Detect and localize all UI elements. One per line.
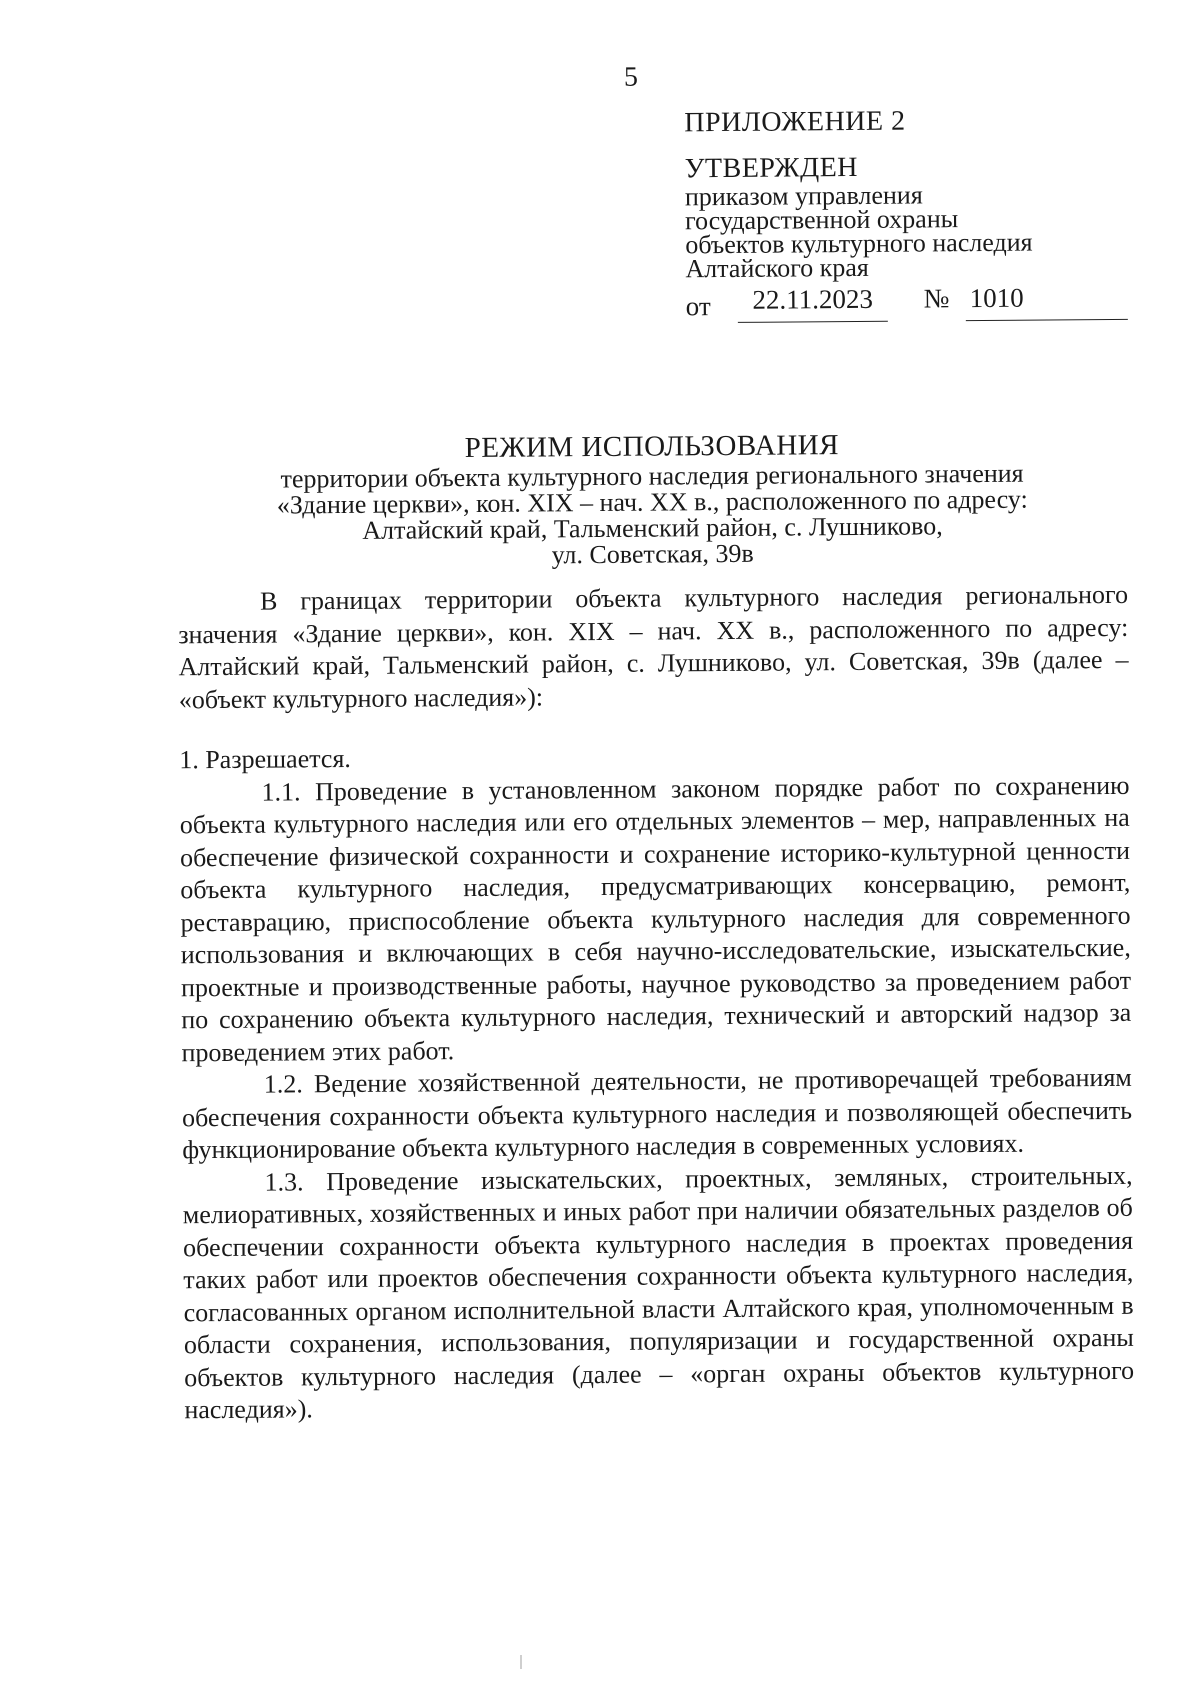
approval-line: государственной охраны	[684, 204, 959, 236]
scan-artifact-mark	[520, 1655, 522, 1669]
intro-paragraph: В границах территории объекта культурного наследия регионального значения «Здание церкви», кон. XIX – нач. XX в., расположенного по адресу: Алтайский край, Тальменский район, с. Лушниково, ул. Советская, 39в (далее – «объект культурного наследия»):	[178, 579, 1129, 714]
document-title: РЕЖИМ ИСПОЛЬЗОВАНИЯ	[464, 429, 840, 465]
document-subtitle-line: территории объекта культурного наследия регионального значения	[280, 458, 1024, 494]
document-subtitle-line: Алтайский край, Тальменский район, с. Лушниково,	[362, 511, 943, 545]
order-number: 1010	[966, 282, 1128, 321]
document-subtitle-line: «Здание церкви», кон. XIX – нач. XX в., расположенного по адресу:	[276, 484, 1028, 520]
order-date: 22.11.2023	[738, 284, 888, 323]
order-number-sign: №	[923, 283, 950, 314]
page-number: 5	[623, 61, 639, 93]
approval-title: УТВЕРЖДЕН	[684, 151, 859, 185]
document-subtitle-line: ул. Советская, 39в	[551, 538, 754, 570]
document-body	[178, 579, 1135, 1427]
clause-paragraph: 1.1. Проведение в установленном законом порядке работ по сохранению объекта культурного наследия или его отдельных элементов – мер, направленных на обеспечение физической сохранности и сохранение историко-культурной ценности объекта культурного наследия, предусматривающих консервацию, ремонт, реставрацию, приспособление объекта культурного наследия для современного использования и включающих в себя научно-исследовательские, изыскательские, проектные и производственные работы, научное руководство за проведением работ по сохранению объекта культурного наследия, технический и авторский надзор за проведением этих работ.	[179, 770, 1132, 1067]
order-reference	[686, 282, 1136, 326]
order-from-label: от	[685, 291, 711, 322]
appendix-label: ПРИЛОЖЕНИЕ 2	[684, 105, 906, 139]
clause-paragraph: 1.3. Проведение изыскательских, проектных, земляных, строительных, мелиоративных, хозяйственных и иных работ при наличии обязательных разделов об обеспечении сохранности объекта культурного наследия в проектах проведения таких работ или проектов обеспечения сохранности объекта культурного наследия, согласованных органом исполнительной власти Алтайского края, уполномоченным в области сохранения, использования, популяризации и государственной охраны объектов культурного наследия (далее – «орган охраны объектов культурного наследия»).	[182, 1160, 1135, 1425]
section-heading: 1. Разрешается.	[179, 743, 351, 775]
approval-line: Алтайского края	[685, 252, 869, 284]
document-title-block	[172, 426, 1133, 572]
approval-block	[684, 151, 1126, 284]
approval-line: объектов культурного наследия	[685, 227, 1033, 260]
approval-line: приказом управления	[684, 180, 923, 212]
clause-paragraph: 1.2. Ведение хозяйственной деятельности, не противоречащей требованиям обеспечения сохранности объекта культурного наследия и позволяющей обеспечить функционирование объекта культурного наследия в современных условиях.	[181, 1062, 1133, 1165]
